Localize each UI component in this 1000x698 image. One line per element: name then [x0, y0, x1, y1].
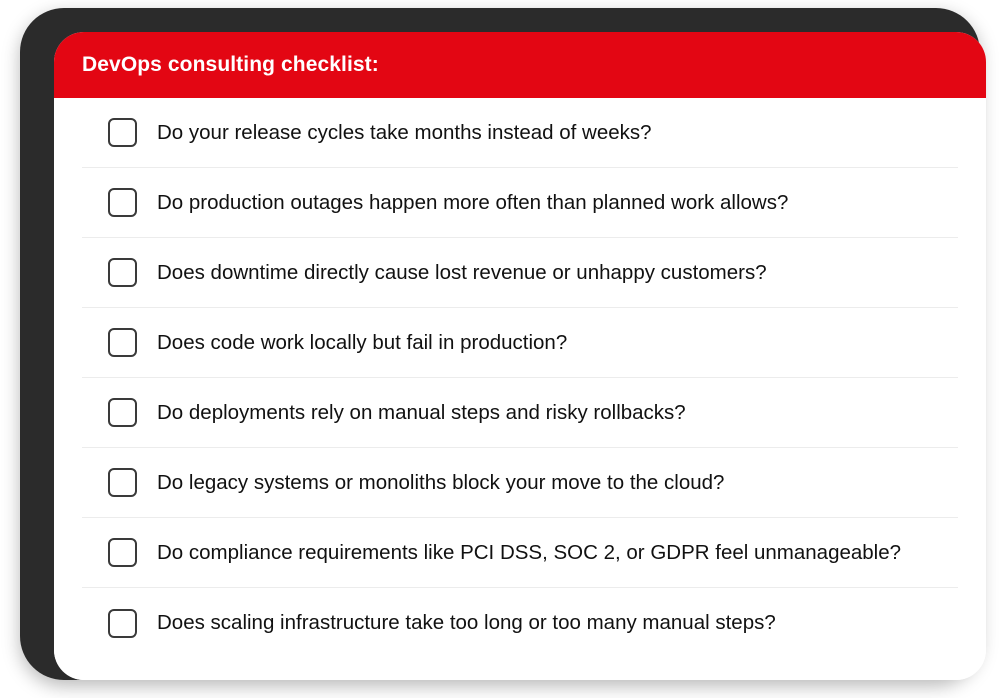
checklist-card [54, 32, 986, 680]
checkbox-icon[interactable] [108, 258, 137, 287]
list-item[interactable] [82, 448, 958, 518]
list-item[interactable] [82, 98, 958, 168]
checkbox-icon[interactable] [108, 188, 137, 217]
checkbox-icon[interactable] [108, 468, 137, 497]
checklist [54, 98, 986, 680]
list-item-label: Do legacy systems or monoliths block your move to the cloud? [157, 470, 725, 494]
list-item[interactable] [82, 378, 958, 448]
list-item-label: Do compliance requirements like PCI DSS, SOC 2, or GDPR feel unmanageable? [157, 540, 902, 564]
card-header [54, 32, 986, 98]
page-title: DevOps consulting checklist: [82, 53, 379, 77]
checkbox-icon[interactable] [108, 538, 137, 567]
checkbox-icon[interactable] [108, 398, 137, 427]
list-item-label: Do your release cycles take months instead of weeks? [157, 120, 652, 144]
list-item-label: Do production outages happen more often than planned work allows? [157, 190, 789, 214]
list-item[interactable] [82, 518, 958, 588]
checkbox-icon[interactable] [108, 118, 137, 147]
list-item[interactable] [82, 168, 958, 238]
list-item-label: Does scaling infrastructure take too long or too many manual steps? [157, 611, 776, 635]
list-item[interactable] [82, 308, 958, 378]
list-item[interactable] [82, 588, 958, 658]
device-frame [20, 8, 980, 680]
list-item-label: Do deployments rely on manual steps and risky rollbacks? [157, 400, 686, 424]
checkbox-icon[interactable] [108, 328, 137, 357]
list-item-label: Does code work locally but fail in production? [157, 330, 568, 354]
list-item-label: Does downtime directly cause lost revenue or unhappy customers? [157, 260, 767, 284]
list-item[interactable] [82, 238, 958, 308]
checkbox-icon[interactable] [108, 609, 137, 638]
